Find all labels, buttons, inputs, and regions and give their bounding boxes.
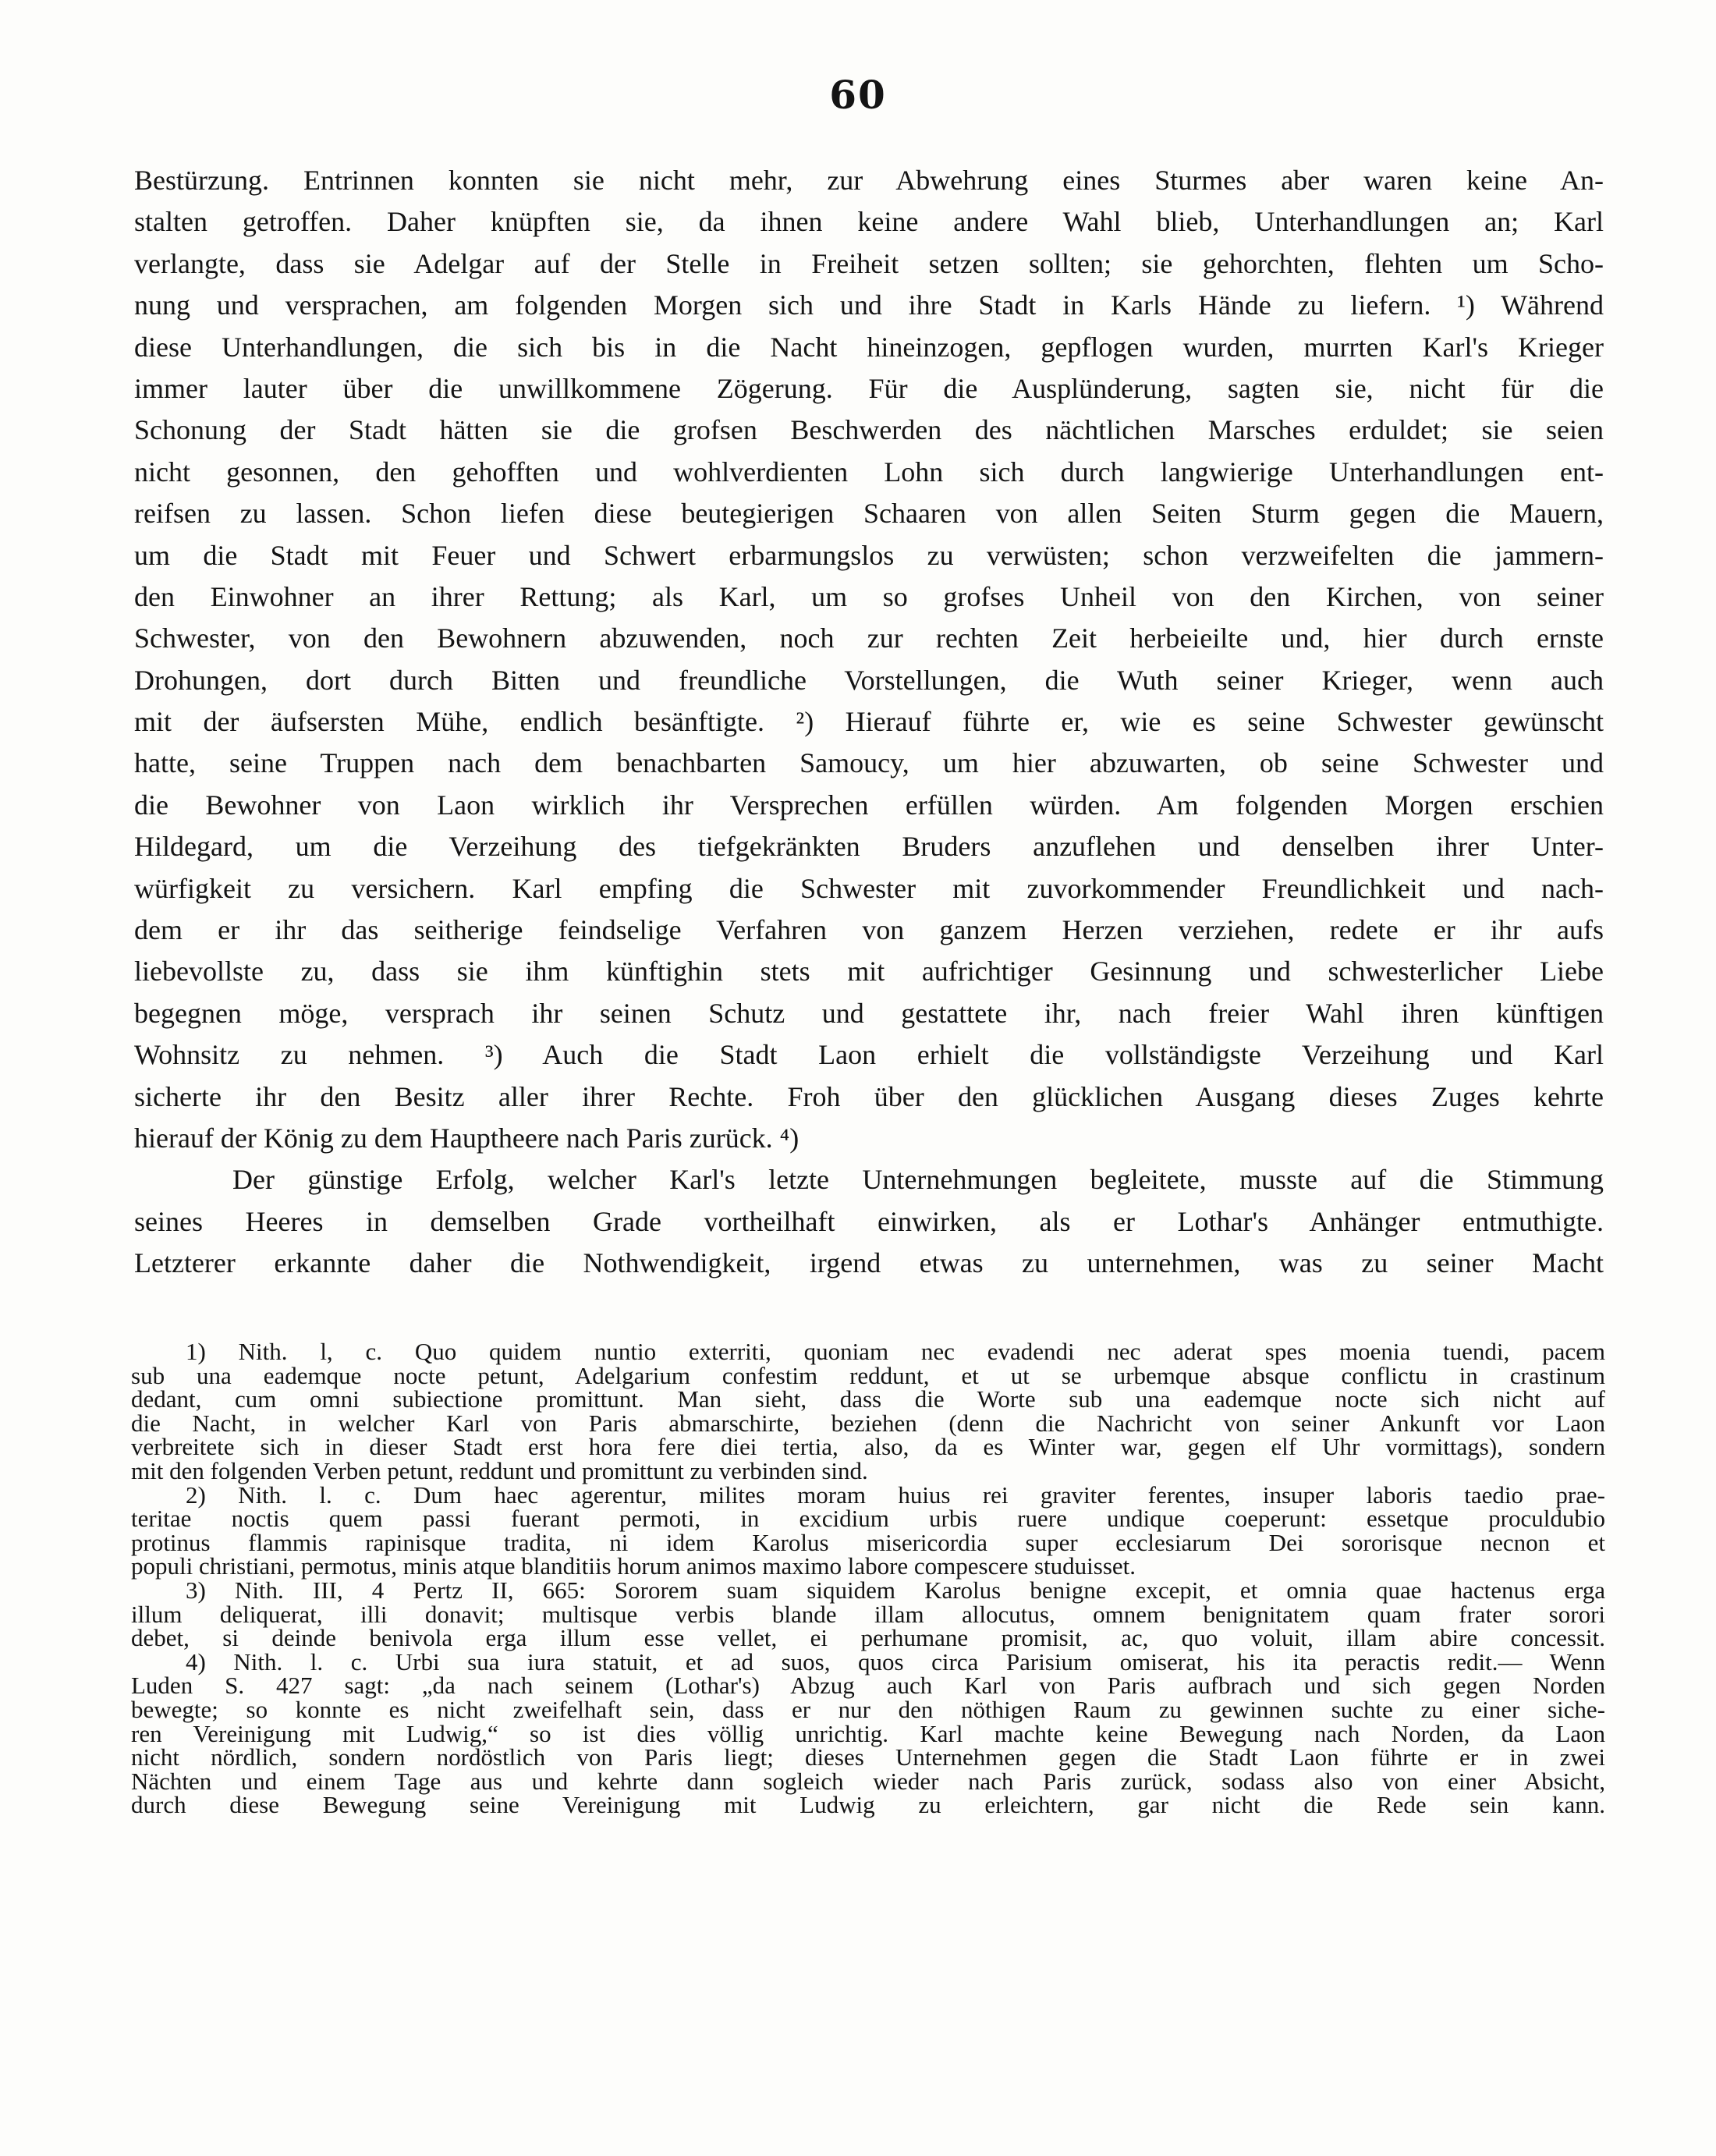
text-line: stalten getroffen. Daher knüpften sie, da ihnen keine andere Wahl blieb, Unterhandlungen an; Karl: [134, 206, 1604, 238]
footnote-3-line: debet, si deinde benivola erga illum esse vellet, ei perhumane promisit, ac, quo voluit, illam abire concessit.: [131, 1624, 1605, 1652]
text-line: den Einwohner an ihrer Rettung; als Karl, um so grofses Unheil von den Kirchen, von seiner: [134, 580, 1604, 612]
footnote-4-line: Luden S. 427 sagt: „da nach seinem (Lothar's) Abzug auch Karl von Paris aufbrach und sich gegen Norden: [131, 1672, 1605, 1700]
text-line: nung und versprachen, am folgenden Morgen sich und ihre Stadt in Karls Hände zu liefern. ¹) Während: [134, 289, 1604, 321]
text-line: die Bewohner von Laon wirklich ihr Versprechen erfüllen würden. Am folgenden Morgen erschien: [134, 789, 1604, 821]
text-line: immer lauter über die unwillkommene Zögerung. Für die Ausplünderung, sagten sie, nicht für die: [134, 372, 1604, 404]
text-line: hierauf der König zu dem Hauptheere nach Paris zurück. ⁴): [134, 1122, 800, 1154]
text-line: begegnen möge, versprach ihr seinen Schutz und gestattete ihr, nach freier Wahl ihren künftigen: [134, 997, 1604, 1029]
text-line: sicherte ihr den Besitz aller ihrer Rechte. Froh über den glücklichen Ausgang dieses Zuges kehrte: [134, 1080, 1604, 1112]
footnote-3-line: 3) Nith. III, 4 Pertz II, 665: Sororem suam siquidem Karolus benigne excepit, et omnia quae hactenus erga: [186, 1576, 1605, 1604]
text-line: Bestürzung. Entrinnen konnten sie nicht mehr, zur Abwehrung eines Sturmes aber waren keine An-: [134, 165, 1604, 196]
text-line: dem er ihr das seitherige feindselige Verfahren von ganzem Herzen verziehen, redete er ihr aufs: [134, 914, 1604, 946]
footnote-2-line: populi christiani, permotus, minis atque blanditiis horum animos maximo labore compescere studuisset.: [131, 1552, 1136, 1580]
footnote-4-line: Nächten und einem Tage aus und kehrte dann sogleich wieder nach Paris zurück, sodass also von einer Absicht,: [131, 1767, 1605, 1795]
text-line: hatte, seine Truppen nach dem benachbarten Samoucy, um hier abzuwarten, ob seine Schwester und: [134, 747, 1604, 779]
paragraph-start-line: Der günstige Erfolg, welcher Karl's letzte Unternehmungen begleitete, musste auf die Stimmung: [232, 1164, 1604, 1196]
footnote-2-line: protinus flammis rapinisque tradita, ni idem Karolus misericordia super ecclesiarum Dei sororisque necnon et: [131, 1528, 1605, 1556]
main-text: [134, 160, 1604, 1285]
footnote-1-line: 1) Nith. l, c. Quo quidem nuntio exterriti, quoniam nec evadendi nec aderat spes moenia tuendi, pacem: [186, 1338, 1605, 1365]
text-line: Schwester, von den Bewohnern abzuwenden, noch zur rechten Zeit herbeieilte und, hier durch ernste: [134, 622, 1604, 654]
text-line: würfigkeit zu versichern. Karl empfing die Schwester mit zuvorkommender Freundlichkeit und nach-: [134, 872, 1604, 904]
footnote-4-line: bewegte; so konnte es nicht zweifelhaft sein, dass er nur den nöthigen Raum zu gewinnen suchte zu einer siche-: [131, 1695, 1605, 1723]
footnote-4-line: nicht nördlich, sondern nordöstlich von Paris liegt; dieses Unternehmen gegen die Stadt Laon führte er in zwei: [131, 1743, 1605, 1771]
footnote-2-line: teritae noctis quem passi fuerant permoti, in excidium urbis ruere undique coeperunt: essetque proculdubio: [131, 1505, 1605, 1533]
text-line: Hildegard, um die Verzeihung des tiefgekränkten Bruders anzuflehen und denselben ihrer Unter-: [134, 831, 1604, 863]
text-line: seines Heeres in demselben Grade vortheilhaft einwirken, als er Lothar's Anhänger entmuthigte.: [134, 1205, 1604, 1237]
text-line: Drohungen, dort durch Bitten und freundliche Vorstellungen, die Wuth seiner Krieger, wenn auch: [134, 664, 1604, 696]
footnote-1-line: dedant, cum omni subiectione promittunt. Man sieht, dass die Worte sub una eademque nocte sich nicht auf: [131, 1385, 1605, 1413]
text-line: diese Unterhandlungen, die sich bis in die Nacht hineinzogen, gepflogen wurden, murrten Karl's Krieger: [134, 331, 1604, 363]
footnote-1-line: die Nacht, in welcher Karl von Paris abmarschirte, beziehen (denn die Nachricht von seiner Ankunft vor Laon: [131, 1409, 1605, 1437]
text-line: nicht gesonnen, den gehofften und wohlverdienten Lohn sich durch langwierige Unterhandlungen ent-: [134, 456, 1604, 488]
page-number: 60: [829, 72, 887, 118]
text-line: liebevollste zu, dass sie ihm künftighin stets mit aufrichtiger Gesinnung und schwesterlicher Liebe: [134, 956, 1604, 988]
text-line: verlangte, dass sie Adelgar auf der Stelle in Freiheit setzen sollten; sie gehorchten, flehten um Scho-: [134, 247, 1604, 279]
footnote-4-line: 4) Nith. l. c. Urbi sua iura statuit, et ad suos, quos circa Parisium omiserat, his ita peractis redit.— Wenn: [186, 1647, 1605, 1676]
footnote-1-line: sub una eademque nocte petunt, Adelgarium confestim reddunt, et ut se urbemque absque conflictu in crastinum: [131, 1361, 1605, 1389]
text-line: um die Stadt mit Feuer und Schwert erbarmungslos zu verwüsten; schon verzweifelten die jammern-: [134, 539, 1604, 571]
text-line: Schonung der Stadt hätten sie die grofsen Beschwerden des nächtlichen Marsches erduldet; sie seien: [134, 414, 1604, 446]
text-line: reifsen zu lassen. Schon liefen diese beutegierigen Schaaren von allen Seiten Sturm gegen die Mauern,: [134, 498, 1604, 530]
footnote-4-line: durch diese Bewegung seine Vereinigung mit Ludwig zu erleichtern, gar nicht die Rede sein kann.: [131, 1791, 1605, 1819]
footnote-4-line: ren Vereinigung mit Ludwig,“ so ist dies völlig unrichtig. Karl machte keine Bewegung nach Norden, da Laon: [131, 1719, 1605, 1747]
footnote-1-line: verbreitete sich in dieser Stadt erst hora fere diei tertia, also, da es Winter war, gegen elf Uhr vormittags), sondern: [131, 1433, 1605, 1461]
footnote-2-line: 2) Nith. l. c. Dum haec agerentur, milites moram huius rei graviter ferentes, insuper laboris taedio prae-: [186, 1480, 1605, 1509]
text-line: Letzterer erkannte daher die Nothwendigkeit, irgend etwas zu unternehmen, was zu seiner Macht: [134, 1247, 1604, 1279]
text-line: mit der äufsersten Mühe, endlich besänftigte. ²) Hierauf führte er, wie es seine Schwester gewünscht: [134, 706, 1604, 738]
footnote-3-line: illum deliquerat, illi donavit; multisque verbis blande illam allocutus, omnem benignitatem quam frater sorori: [131, 1600, 1605, 1628]
footnote-1-line: mit den folgenden Verben petunt, reddunt und promittunt zu verbinden sind.: [131, 1456, 868, 1484]
text-line: Wohnsitz zu nehmen. ³) Auch die Stadt Laon erhielt die vollständigste Verzeihung und Karl: [134, 1039, 1604, 1071]
footnotes: [131, 1340, 1605, 1817]
